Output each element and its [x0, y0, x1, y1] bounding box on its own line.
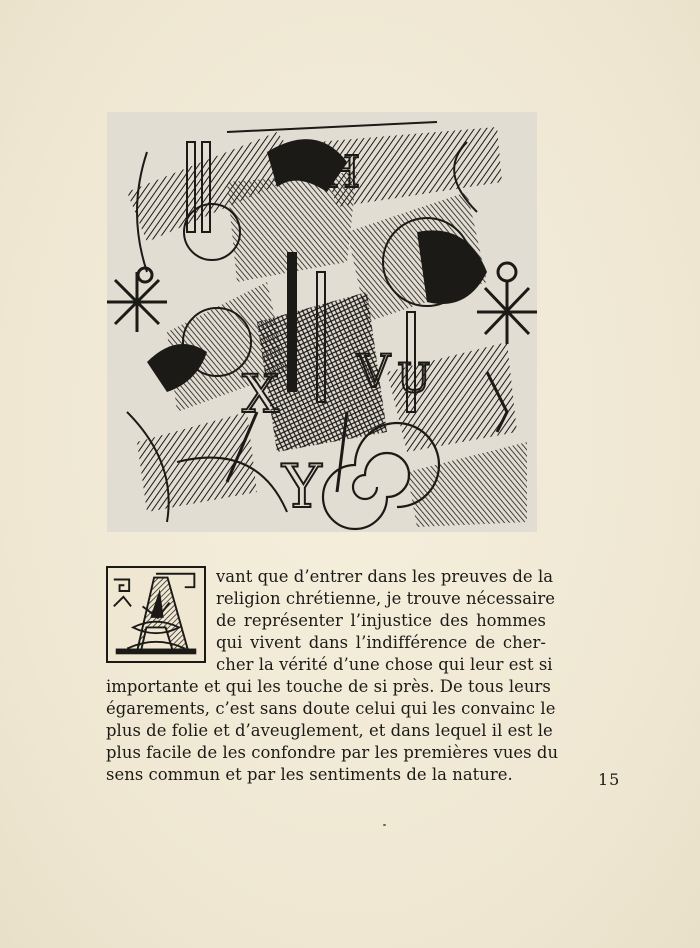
text-line: cher la vérité d’une chose qui leur est si — [216, 655, 553, 674]
engraved-letter: U — [397, 356, 431, 402]
text-line: plus facile de les confondre par les premières vues du — [106, 743, 559, 762]
cubist-engraving-illustration — [107, 112, 537, 532]
text-line: importante et qui les touche de si près. De tous leurs — [106, 677, 551, 696]
engraved-letter: H — [322, 147, 361, 198]
page-number: 15 — [598, 770, 621, 789]
decorated-initial-a — [106, 566, 206, 663]
text-line: sens commun et par les sentiments de la nature. — [106, 765, 513, 784]
text-line: qui vivent dans l’indifférence de cher- — [216, 633, 546, 652]
text-line: de représenter l’injustice des hommes — [216, 611, 546, 630]
paper-speck — [383, 824, 386, 826]
text-line: égarements, c’est sans doute celui qui les convainc le — [106, 699, 556, 718]
text-line: plus de folie et d’aveuglement, et dans lequel il est le — [106, 721, 553, 740]
engraved-letter: V — [357, 344, 391, 398]
engraved-letter: X — [242, 365, 280, 425]
text-line: vant que d’entrer dans les preuves de la — [216, 567, 554, 586]
body-paragraph — [106, 566, 559, 786]
engraved-letter: Y — [282, 452, 322, 522]
text-line: religion chrétienne, je trouve nécessaire — [216, 589, 555, 608]
